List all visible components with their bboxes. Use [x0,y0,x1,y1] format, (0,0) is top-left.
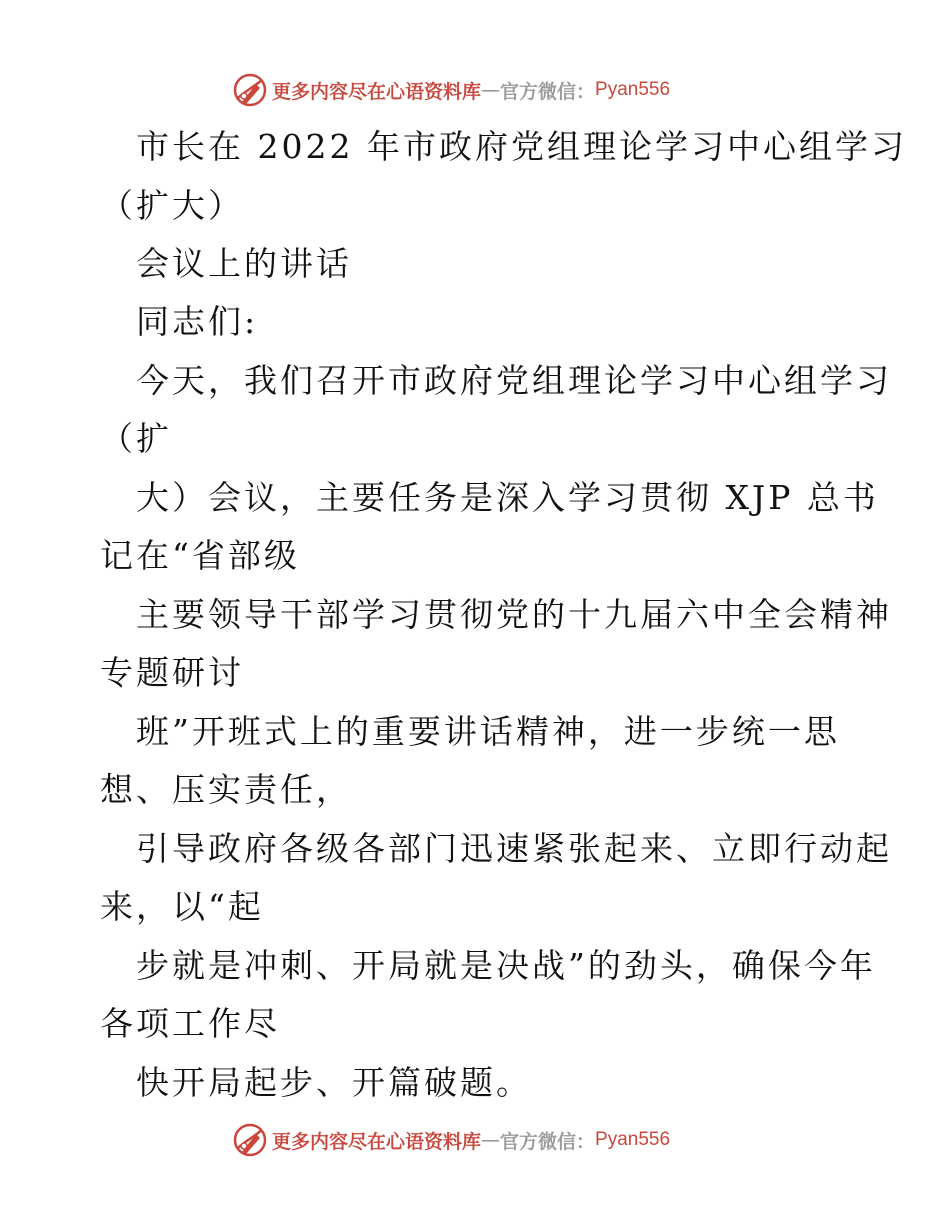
text-line: （扩 [100,419,172,458]
pen-logo-icon [232,72,268,108]
text-line: （扩大） [100,186,244,225]
watermark-official-label: 官方微信： [500,80,596,103]
text-line: 专题研讨 [100,653,244,692]
watermark-official-label: 官方微信： [500,1130,596,1153]
watermark-wechat-id: Pyan556 [595,1129,671,1150]
text-line: 引导政府各级各部门迅速紧张起来、立即行动起 [136,829,892,868]
text-line: 今天，我们召开市政府党组理论学习中心组学习 [136,361,892,400]
text-line: 班”开班式上的重要讲话精神，进一步统一思 [136,712,840,751]
header-watermark [232,72,670,108]
text-line: 快开局起步、开篇破题。 [136,1063,532,1102]
watermark-wechat-id: Pyan556 [595,79,671,100]
watermark-main-text: 更多内容尽在心语资料库 [272,80,482,103]
watermark-dash: — [481,1129,501,1151]
text-line: 来，以“起 [100,887,264,926]
text-line: 主要领导干部学习贯彻党的十九届六中全会精神 [136,595,892,634]
text-line: 记在“省部级 [100,536,300,575]
text-line: 大）会议，主要任务是深入学习贯彻 XJP 总书 [136,478,879,517]
text-line: 步就是冲刺、开局就是决战”的劲头，确保今年 [136,946,876,985]
watermark-dash: — [481,79,501,101]
text-line: 同志们: [136,302,259,341]
text-line: 想、压实责任， [100,770,352,809]
text-line: 市长在 2022 年市政府党组理论学习中心组学习 [136,127,907,166]
text-line: 各项工作尽 [100,1004,280,1043]
footer-watermark [232,1122,670,1158]
pen-logo-icon [232,1122,268,1158]
watermark-main-text: 更多内容尽在心语资料库 [272,1130,482,1153]
text-line: 会议上的讲话 [136,244,352,283]
